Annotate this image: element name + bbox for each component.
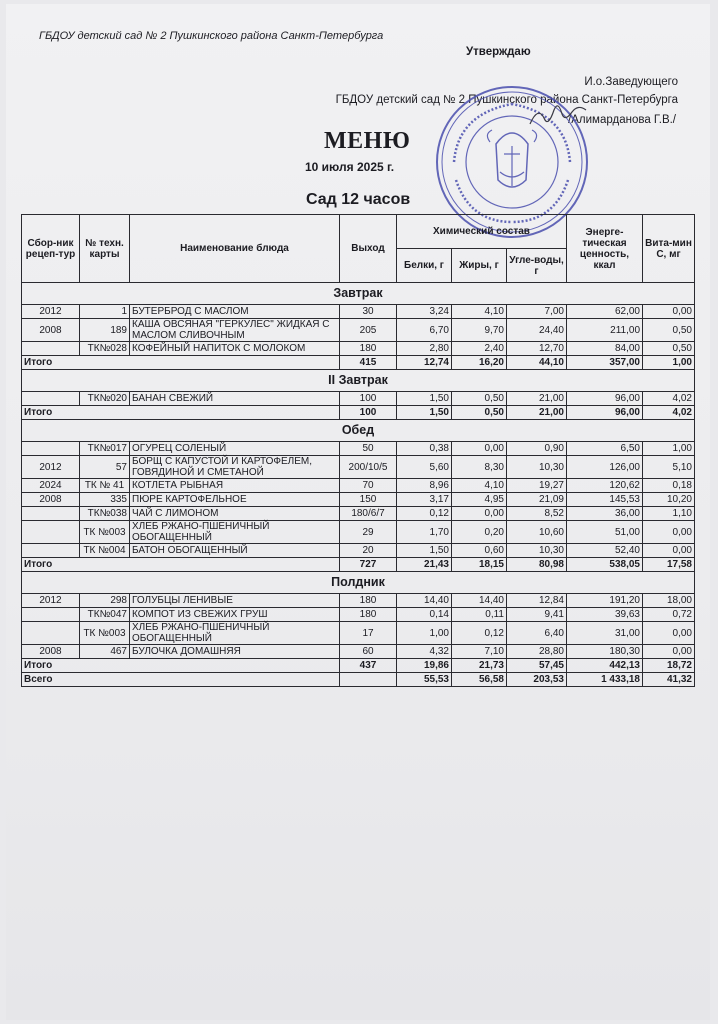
output-cell: 29 — [340, 521, 397, 544]
fat-cell: 0,20 — [452, 521, 507, 544]
total-label: Итого — [22, 356, 340, 370]
recipe-book-cell: 2024 — [22, 479, 80, 493]
tech-card-cell: ТК №004 — [80, 544, 130, 558]
output-cell: 70 — [340, 479, 397, 493]
protein-cell: 5,60 — [397, 456, 452, 479]
table-row — [22, 544, 695, 558]
output-cell: 180 — [340, 342, 397, 356]
recipe-book-cell: 2008 — [22, 645, 80, 659]
energy-cell: 31,00 — [567, 622, 643, 645]
protein-cell: 6,70 — [397, 319, 452, 342]
table-row — [22, 594, 695, 608]
total-vitamin: 17,58 — [643, 558, 695, 572]
tech-card-cell: 1 — [80, 305, 130, 319]
total-output: 727 — [340, 558, 397, 572]
total-fat: 0,50 — [452, 406, 507, 420]
protein-cell: 1,00 — [397, 622, 452, 645]
total-protein: 21,43 — [397, 558, 452, 572]
protein-cell: 1,50 — [397, 392, 452, 406]
grand-total-energy: 1 433,18 — [567, 673, 643, 687]
total-energy: 538,05 — [567, 558, 643, 572]
energy-cell: 36,00 — [567, 507, 643, 521]
dish-name-cell: БОРЩ С КАПУСТОЙ И КАРТОФЕЛЕМ, ГОВЯДИНОЙ И СМЕТАНОЙ — [130, 456, 340, 479]
table-row — [22, 507, 695, 521]
output-cell: 60 — [340, 645, 397, 659]
section-title: Полдник — [22, 572, 695, 594]
vitamin-cell: 1,00 — [643, 442, 695, 456]
menu-table-body — [22, 283, 695, 687]
table-row — [22, 456, 695, 479]
vitamin-cell: 0,00 — [643, 622, 695, 645]
tech-card-cell: 57 — [80, 456, 130, 479]
vitamin-cell: 0,00 — [643, 305, 695, 319]
recipe-book-cell — [22, 342, 80, 356]
fat-cell: 9,70 — [452, 319, 507, 342]
vitamin-cell: 0,72 — [643, 608, 695, 622]
total-row — [22, 406, 695, 420]
vitamin-cell: 0,00 — [643, 645, 695, 659]
total-fat: 21,73 — [452, 659, 507, 673]
recipe-book-cell — [22, 507, 80, 521]
total-output: 100 — [340, 406, 397, 420]
col-vitamin-c: Вита-мин С, мг — [643, 215, 695, 283]
tech-card-cell: ТК№017 — [80, 442, 130, 456]
approval-label: Утверждаю — [466, 46, 531, 58]
tech-card-cell: ТК №003 — [80, 521, 130, 544]
tech-card-cell: 467 — [80, 645, 130, 659]
recipe-book-cell: 2012 — [22, 456, 80, 479]
output-cell: 20 — [340, 544, 397, 558]
section-row — [22, 283, 695, 305]
table-row — [22, 493, 695, 507]
fat-cell: 4,10 — [452, 479, 507, 493]
energy-cell: 96,00 — [567, 392, 643, 406]
recipe-book-cell — [22, 622, 80, 645]
tech-card-cell: ТК № 41 — [80, 479, 130, 493]
grand-total-output — [340, 673, 397, 687]
energy-cell: 62,00 — [567, 305, 643, 319]
fat-cell: 8,30 — [452, 456, 507, 479]
output-cell: 180 — [340, 594, 397, 608]
vitamin-cell: 0,00 — [643, 521, 695, 544]
carbs-cell: 6,40 — [507, 622, 567, 645]
vitamin-cell: 10,20 — [643, 493, 695, 507]
total-carbs: 44,10 — [507, 356, 567, 370]
recipe-book-cell: 2012 — [22, 305, 80, 319]
carbs-cell: 0,90 — [507, 442, 567, 456]
dish-name-cell: ХЛЕБ РЖАНО-ПШЕНИЧНЫЙ ОБОГАЩЕННЫЙ — [130, 622, 340, 645]
output-cell: 50 — [340, 442, 397, 456]
carbs-cell: 21,09 — [507, 493, 567, 507]
dish-name-cell: БАТОН ОБОГАЩЕННЫЙ — [130, 544, 340, 558]
signature-icon — [526, 102, 590, 130]
grand-total-protein: 55,53 — [397, 673, 452, 687]
total-fat: 18,15 — [452, 558, 507, 572]
protein-cell: 2,80 — [397, 342, 452, 356]
output-cell: 180/6/7 — [340, 507, 397, 521]
table-row — [22, 342, 695, 356]
tech-card-cell: ТК№038 — [80, 507, 130, 521]
energy-cell: 211,00 — [567, 319, 643, 342]
vitamin-cell: 1,10 — [643, 507, 695, 521]
grand-total-label: Всего — [22, 673, 340, 687]
energy-cell: 6,50 — [567, 442, 643, 456]
dish-name-cell: ХЛЕБ РЖАНО-ПШЕНИЧНЫЙ ОБОГАЩЕННЫЙ — [130, 521, 340, 544]
table-row — [22, 305, 695, 319]
total-carbs: 21,00 — [507, 406, 567, 420]
tech-card-cell: ТК№028 — [80, 342, 130, 356]
fat-cell: 0,00 — [452, 507, 507, 521]
section-title: Обед — [22, 420, 695, 442]
carbs-cell: 24,40 — [507, 319, 567, 342]
energy-cell: 180,30 — [567, 645, 643, 659]
total-vitamin: 4,02 — [643, 406, 695, 420]
dish-name-cell: КАША ОВСЯНАЯ "ГЕРКУЛЕС" ЖИДКАЯ С МАСЛОМ СЛИВОЧНЫМ — [130, 319, 340, 342]
table-row — [22, 521, 695, 544]
total-protein: 19,86 — [397, 659, 452, 673]
energy-cell: 52,40 — [567, 544, 643, 558]
approver-role: И.о.Заведующего — [584, 76, 678, 88]
fat-cell: 4,95 — [452, 493, 507, 507]
organization-header: ГБДОУ детский сад № 2 Пушкинского района Санкт-Петербурга — [39, 30, 384, 42]
tech-card-cell: 189 — [80, 319, 130, 342]
table-row — [22, 479, 695, 493]
energy-cell: 51,00 — [567, 521, 643, 544]
fat-cell: 0,50 — [452, 392, 507, 406]
total-carbs: 80,98 — [507, 558, 567, 572]
fat-cell: 7,10 — [452, 645, 507, 659]
section-row — [22, 572, 695, 594]
carbs-cell: 19,27 — [507, 479, 567, 493]
total-energy: 96,00 — [567, 406, 643, 420]
total-protein: 1,50 — [397, 406, 452, 420]
recipe-book-cell — [22, 521, 80, 544]
dish-name-cell: ПЮРЕ КАРТОФЕЛЬНОЕ — [130, 493, 340, 507]
col-dish-name: Наименование блюда — [130, 215, 340, 283]
col-energy: Энерге-тическая ценность, ккал — [567, 215, 643, 283]
dish-name-cell: ЧАЙ С ЛИМОНОМ — [130, 507, 340, 521]
carbs-cell: 10,60 — [507, 521, 567, 544]
dish-name-cell: БУТЕРБРОД С МАСЛОМ — [130, 305, 340, 319]
table-row — [22, 319, 695, 342]
output-cell: 100 — [340, 392, 397, 406]
section-row — [22, 370, 695, 392]
protein-cell: 0,12 — [397, 507, 452, 521]
recipe-book-cell: 2008 — [22, 319, 80, 342]
col-carbs: Угле-воды, г — [507, 249, 567, 283]
recipe-book-cell — [22, 392, 80, 406]
fat-cell: 0,00 — [452, 442, 507, 456]
total-vitamin: 18,72 — [643, 659, 695, 673]
table-row — [22, 622, 695, 645]
energy-cell: 120,62 — [567, 479, 643, 493]
fat-cell: 4,10 — [452, 305, 507, 319]
recipe-book-cell — [22, 544, 80, 558]
grand-total-row — [22, 673, 695, 687]
menu-table — [21, 214, 695, 687]
protein-cell: 3,24 — [397, 305, 452, 319]
fat-cell: 0,11 — [452, 608, 507, 622]
fat-cell: 14,40 — [452, 594, 507, 608]
total-label: Итого — [22, 659, 340, 673]
vitamin-cell: 18,00 — [643, 594, 695, 608]
carbs-cell: 10,30 — [507, 544, 567, 558]
table-row — [22, 442, 695, 456]
energy-cell: 126,00 — [567, 456, 643, 479]
carbs-cell: 21,00 — [507, 392, 567, 406]
col-output: Выход — [340, 215, 397, 283]
grand-total-fat: 56,58 — [452, 673, 507, 687]
vitamin-cell: 0,50 — [643, 342, 695, 356]
carbs-cell: 12,84 — [507, 594, 567, 608]
total-fat: 16,20 — [452, 356, 507, 370]
protein-cell: 1,50 — [397, 544, 452, 558]
carbs-cell: 28,80 — [507, 645, 567, 659]
dish-name-cell: КОМПОТ ИЗ СВЕЖИХ ГРУШ — [130, 608, 340, 622]
total-output: 437 — [340, 659, 397, 673]
carbs-cell: 12,70 — [507, 342, 567, 356]
approver-name: /Алимарданова Г.В./ — [568, 114, 676, 126]
dish-name-cell: БАНАН СВЕЖИЙ — [130, 392, 340, 406]
dish-name-cell: БУЛОЧКА ДОМАШНЯЯ — [130, 645, 340, 659]
protein-cell: 0,38 — [397, 442, 452, 456]
col-fat: Жиры, г — [452, 249, 507, 283]
total-label: Итого — [22, 406, 340, 420]
vitamin-cell: 4,02 — [643, 392, 695, 406]
table-row — [22, 392, 695, 406]
energy-cell: 191,20 — [567, 594, 643, 608]
recipe-book-cell — [22, 442, 80, 456]
output-cell: 30 — [340, 305, 397, 319]
vitamin-cell: 0,50 — [643, 319, 695, 342]
protein-cell: 1,70 — [397, 521, 452, 544]
dish-name-cell: КОТЛЕТА РЫБНАЯ — [130, 479, 340, 493]
output-cell: 150 — [340, 493, 397, 507]
protein-cell: 8,96 — [397, 479, 452, 493]
recipe-book-cell: 2012 — [22, 594, 80, 608]
section-row — [22, 420, 695, 442]
col-tech-card: № техн. карты — [80, 215, 130, 283]
table-row — [22, 645, 695, 659]
total-energy: 357,00 — [567, 356, 643, 370]
grand-total-carbs: 203,53 — [507, 673, 567, 687]
tech-card-cell: 335 — [80, 493, 130, 507]
protein-cell: 0,14 — [397, 608, 452, 622]
col-protein: Белки, г — [397, 249, 452, 283]
energy-cell: 84,00 — [567, 342, 643, 356]
menu-title: МЕНЮ — [324, 128, 411, 154]
vitamin-cell: 0,18 — [643, 479, 695, 493]
total-row — [22, 659, 695, 673]
total-vitamin: 1,00 — [643, 356, 695, 370]
total-carbs: 57,45 — [507, 659, 567, 673]
total-output: 415 — [340, 356, 397, 370]
energy-cell: 145,53 — [567, 493, 643, 507]
approver-organization: ГБДОУ детский сад № 2 Пушкинского района Санкт-Петербурга — [335, 94, 678, 106]
vitamin-cell: 0,00 — [643, 544, 695, 558]
dish-name-cell: КОФЕЙНЫЙ НАПИТОК С МОЛОКОМ — [130, 342, 340, 356]
tech-card-cell: ТК №003 — [80, 622, 130, 645]
total-energy: 442,13 — [567, 659, 643, 673]
col-chemical-composition: Химический состав — [397, 215, 567, 249]
tech-card-cell: 298 — [80, 594, 130, 608]
table-row — [22, 608, 695, 622]
carbs-cell: 9,41 — [507, 608, 567, 622]
total-label: Итого — [22, 558, 340, 572]
total-row — [22, 356, 695, 370]
carbs-cell: 7,00 — [507, 305, 567, 319]
total-row — [22, 558, 695, 572]
protein-cell: 14,40 — [397, 594, 452, 608]
grand-total-vitamin: 41,32 — [643, 673, 695, 687]
col-recipe-book: Сбор-ник рецеп-тур — [22, 215, 80, 283]
fat-cell: 2,40 — [452, 342, 507, 356]
carbs-cell: 10,30 — [507, 456, 567, 479]
section-title: Завтрак — [22, 283, 695, 305]
section-title: II Завтрак — [22, 370, 695, 392]
protein-cell: 3,17 — [397, 493, 452, 507]
tech-card-cell: ТК№047 — [80, 608, 130, 622]
tech-card-cell: ТК№020 — [80, 392, 130, 406]
menu-date: 10 июля 2025 г. — [305, 160, 395, 174]
menu-subtitle: Сад 12 часов — [306, 191, 411, 208]
carbs-cell: 8,52 — [507, 507, 567, 521]
output-cell: 180 — [340, 608, 397, 622]
energy-cell: 39,63 — [567, 608, 643, 622]
output-cell: 205 — [340, 319, 397, 342]
dish-name-cell: ОГУРЕЦ СОЛЕНЫЙ — [130, 442, 340, 456]
output-cell: 17 — [340, 622, 397, 645]
output-cell: 200/10/5 — [340, 456, 397, 479]
total-protein: 12,74 — [397, 356, 452, 370]
recipe-book-cell — [22, 608, 80, 622]
vitamin-cell: 5,10 — [643, 456, 695, 479]
dish-name-cell: ГОЛУБЦЫ ЛЕНИВЫЕ — [130, 594, 340, 608]
recipe-book-cell: 2008 — [22, 493, 80, 507]
fat-cell: 0,60 — [452, 544, 507, 558]
fat-cell: 0,12 — [452, 622, 507, 645]
protein-cell: 4,32 — [397, 645, 452, 659]
